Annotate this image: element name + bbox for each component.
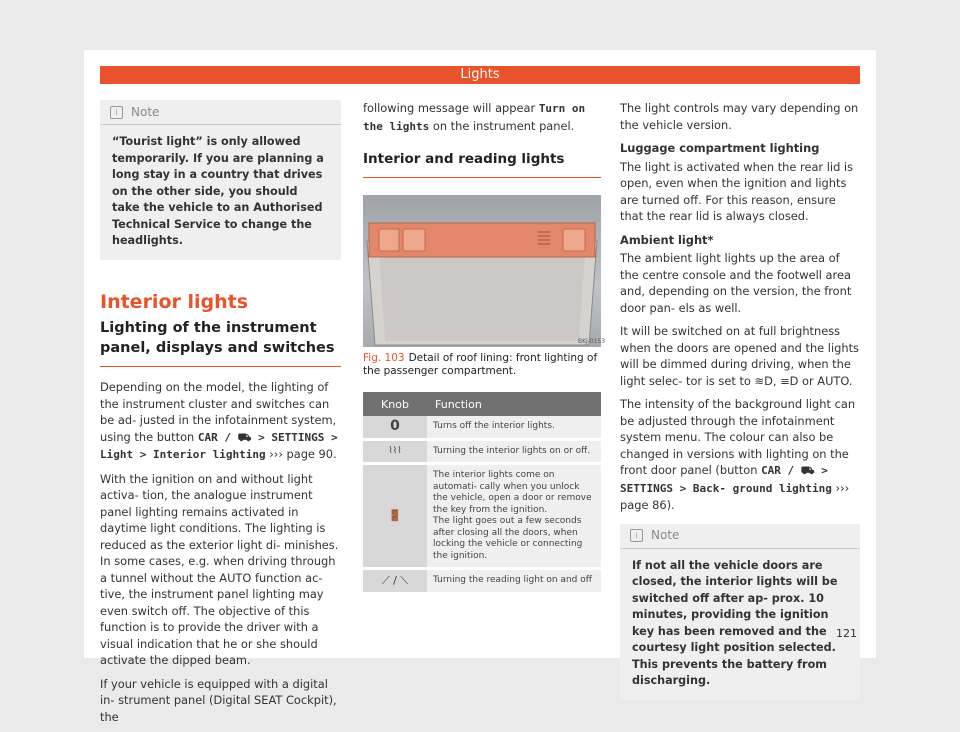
- table-cell-function: Turning the reading light on and off: [427, 569, 601, 594]
- paragraph-text: ).: [666, 498, 675, 512]
- note-text: “Tourist light” is only allowed temporarily. If you are planning a long stay in a country that drives on the other side, you should take the vehicle to an Authorised Technical Service to change the headlights.: [112, 135, 324, 247]
- knob-off-icon: 0: [363, 416, 427, 439]
- note-header: [620, 524, 860, 549]
- page-number: 121: [836, 627, 857, 640]
- figure-caption-text: Detail of roof lining: front lighting of the passenger compartment.: [363, 352, 598, 377]
- paragraph-text: Depending on the model, the lighting of the instrument cluster and switches can be ad- justed in the infotainment system, using the button: [100, 380, 337, 444]
- paragraph-lighting-adjust: [100, 379, 341, 464]
- info-icon: i: [110, 106, 123, 119]
- section-title: Interior lights: [100, 290, 249, 313]
- table-row: [363, 569, 601, 594]
- page-header: Lights: [100, 66, 860, 84]
- door-contact-icon: 🚪: [363, 464, 427, 569]
- heading-luggage-lighting: Luggage compartment lighting: [620, 141, 820, 155]
- table-row: [363, 439, 601, 464]
- reading-light-icon: ⟋ / ⟍: [363, 569, 427, 594]
- interior-light-icon: ⌇⌇⌇: [363, 439, 427, 464]
- knob-function-table: [363, 392, 601, 595]
- table-header-knob: Knob: [363, 392, 427, 416]
- page-reference-link[interactable]: ››› page 90: [269, 447, 334, 461]
- info-icon: i: [630, 529, 643, 542]
- paragraph-digital-cockpit: If your vehicle is equipped with a digital in- strument panel (Digital SEAT Cockpit), the: [100, 676, 337, 724]
- table-row: [363, 464, 601, 569]
- paragraph-ignition: With the ignition on and without light activa- tion, the analogue instrument panel lighting remains activated in daytime light conditions. The lighting is reduced as the exterior light di- minishes. In some cases, e.g. when driving through a tunnel without the AUTO function ac- tive, the instrument panel lighting may even switch off. The objective of this function is to provide the driver with a visual indication that he or she should activate the dipped beam.: [100, 471, 339, 667]
- column-left: [100, 100, 341, 732]
- table-cell-function: The interior lights come on automati- cally when you unlock the vehicle, open a door or remove the key from the ignition. The light goes out a few seconds after closing all the doors, when locking the vehicle or connecting the ignition.: [427, 464, 601, 569]
- paragraph-text: on the instrument panel.: [429, 118, 575, 133]
- photo-code: BKJ-0153: [578, 338, 606, 345]
- table-cell-function: Turning the interior lights on or off.: [427, 439, 601, 464]
- note-box-battery: [620, 524, 860, 700]
- paragraph-controls: The light controls may vary depending on the vehicle version.: [620, 101, 859, 132]
- paragraph-message: [363, 100, 601, 135]
- note-header: [100, 100, 341, 125]
- roof-lining-photo: [363, 195, 606, 347]
- heading-ambient-light: Ambient light*: [620, 232, 714, 247]
- note-text: If not all the vehicle doors are closed, the interior lights will be switched off after ap- prox. 10 minutes, providing the ignition key has been removed and the courtesy light position selected. This prevents the battery from discharging.: [632, 558, 838, 687]
- interior-lights-heading: Interior and reading lights: [363, 149, 601, 178]
- note-label: Note: [131, 104, 160, 119]
- message-text: Turn on the lights: [363, 102, 586, 133]
- column-middle: [363, 100, 601, 178]
- paragraph-intensity: [620, 396, 860, 514]
- table-row: [363, 416, 601, 439]
- figure-number: Fig. 103: [363, 352, 405, 364]
- paragraph-text: following message will appear: [363, 101, 539, 115]
- paragraph-brightness: It will be switched on at full brightness when the doors are opened and the lights will be dimmed during driving, when the light selec- tor is set to ≋D, ≡D or AUTO.: [620, 324, 859, 388]
- column-right: [620, 100, 860, 700]
- settings-path: CAR / ⛟ > SETTINGS > Light > Interior lighting: [100, 430, 338, 461]
- table-header-function: Function: [427, 392, 601, 416]
- paragraph-text: The intensity of the background light can be adjusted through the infotainment system menu. The colour can also be changed in versions with lighting on the front door panel (button: [620, 397, 856, 477]
- settings-path: CAR / ⛟ > SETTINGS > Back- ground lighting: [620, 464, 832, 495]
- page-reference-link[interactable]: ››› page 86: [620, 480, 850, 512]
- paragraph-text: .: [333, 447, 337, 461]
- figure-caption: [363, 352, 601, 378]
- roof-lining-illustration: [363, 195, 606, 347]
- note-box-tourist-light: [100, 100, 341, 260]
- table-header-row: [363, 392, 601, 416]
- paragraph-luggage: The light is activated when the rear lid is open, even when the ignition and lights are turned off. For this reason, ensure that the rear lid is always closed.: [620, 159, 854, 223]
- section-subtitle: Lighting of the instrument panel, displays and switches: [100, 318, 341, 367]
- paragraph-ambient: The ambient light lights up the area of the centre console and the footwell area and, depending on the version, the front door pan- els as well.: [620, 251, 852, 315]
- note-label: Note: [651, 528, 680, 543]
- table-cell-function: Turns off the interior lights.: [427, 416, 601, 439]
